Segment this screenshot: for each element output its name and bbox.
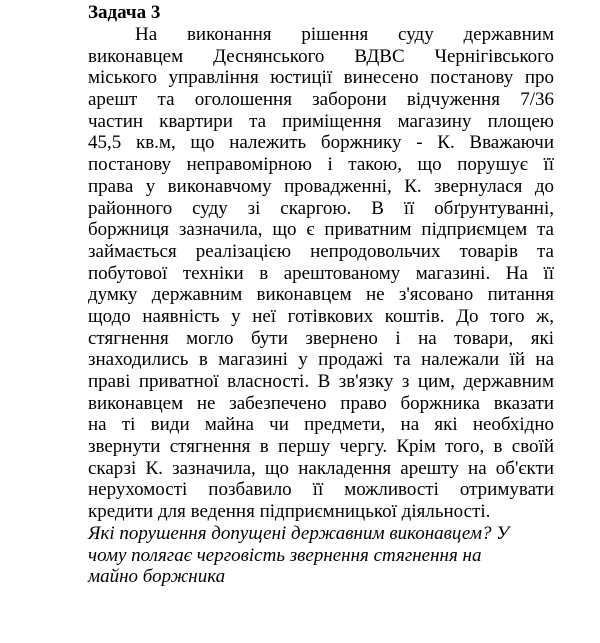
paragraph-line: права у виконавчому провадженні, К. звернулася до xyxy=(88,175,554,197)
paragraph-line: арешт та оголошення заборони відчуження 7/36 xyxy=(88,89,554,111)
task-heading: Задача 3 xyxy=(88,2,161,23)
paragraph-line: побутової техніки в арештованому магазині. На її xyxy=(88,262,554,284)
paragraph-line: займається реалізацією непродовольчих товарів та xyxy=(88,240,554,262)
paragraph-line: постанову неправомірною і такою, що порушує її xyxy=(88,154,554,176)
task-text xyxy=(88,24,554,588)
paragraph-line: скарзі К. зазначила, що накладення арешту на об'єкти xyxy=(88,457,554,479)
paragraph-line: міського управління юстиції винесено постанову про xyxy=(88,67,554,89)
paragraph-line: на ті види майна чи предмети, на які необхідно xyxy=(88,414,554,436)
question-line: чому полягає черговість звернення стягнення на xyxy=(88,544,482,566)
paragraph-line: стягнення могло бути звернено і на товари, які xyxy=(88,327,554,349)
paragraph-line: виконавцем Деснянського ВДВС Чернігівського xyxy=(88,45,554,67)
paragraph-line: кредити для ведення підприємницької діяльності. xyxy=(88,501,491,523)
paragraph-line: думку державним виконавцем не з'ясовано питання xyxy=(88,284,554,306)
paragraph-line: праві приватної власності. В зв'язку з цим, державним xyxy=(88,371,554,392)
paragraph-line: звернути стягнення в першу чергу. Крім того, в своїй xyxy=(88,436,554,458)
paragraph-line: На виконання рішення суду державним xyxy=(135,24,554,45)
question-line: майно боржника xyxy=(88,566,226,588)
paragraph-line: районного суду зі скаргою. В її обґрунтуванні, xyxy=(88,197,554,219)
paragraph-line: частин квартири та приміщення магазину площею xyxy=(88,110,554,132)
paragraph-line: нерухомості позбавило її можливості отримувати xyxy=(88,479,554,501)
paragraph-line: боржниця зазначила, що є приватним підприємцем та xyxy=(88,219,554,241)
paragraph-line: знаходились в магазині у продажі та належали їй на xyxy=(88,349,554,371)
paragraph-line: щодо наявність у неї готівкових коштів. До того ж, xyxy=(88,305,554,327)
question-line: Які порушення допущені державним виконавцем? У xyxy=(88,522,509,544)
paragraph-line: виконавцем не забезпечено право боржника вказати xyxy=(88,392,554,414)
paragraph-line: 45,5 кв.м, що належить боржнику - К. Вважаючи xyxy=(88,132,554,154)
